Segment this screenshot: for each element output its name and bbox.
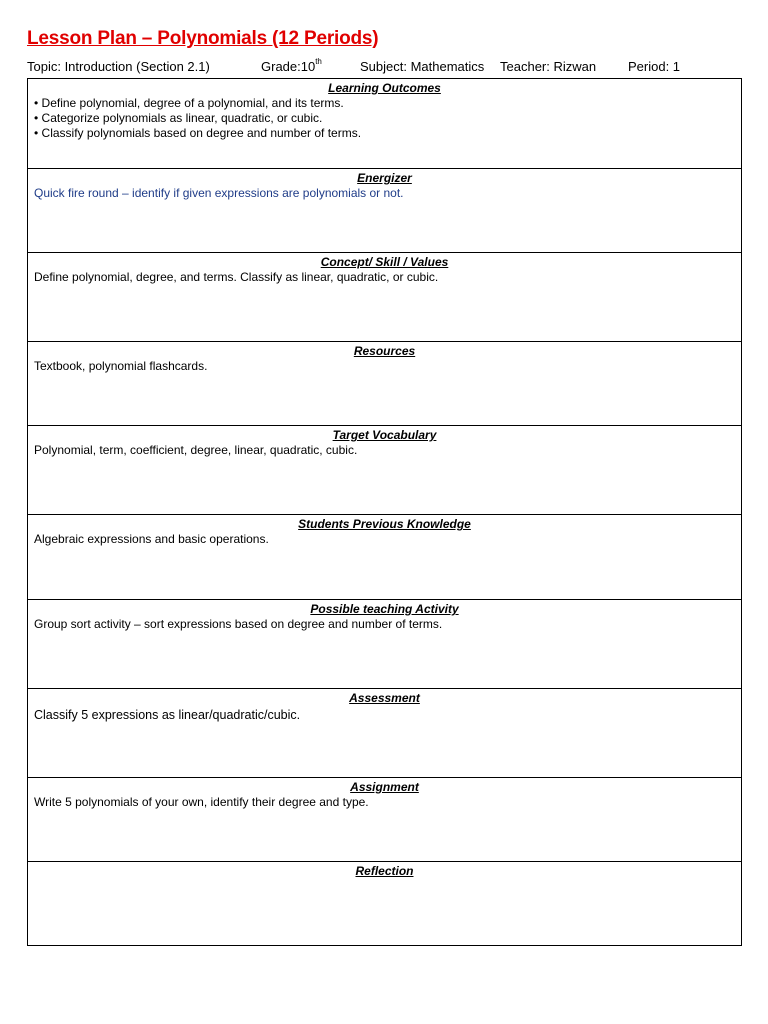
outcome-item: • Categorize polynomials as linear, quadratic, or cubic.	[34, 111, 323, 125]
section-concept-skill-values	[28, 253, 741, 342]
subject-label: Subject: Mathematics	[360, 59, 485, 74]
outcome-item: • Classify polynomials based on degree and number of terms.	[34, 126, 362, 140]
topic-label: Topic: Introduction (Section 2.1)	[27, 59, 210, 74]
section-body: Polynomial, term, coefficient, degree, linear, quadratic, cubic.	[34, 443, 358, 457]
lesson-plan-table	[27, 78, 742, 946]
section-previous-knowledge	[28, 515, 741, 600]
section-target-vocabulary	[28, 426, 741, 515]
page-title: Lesson Plan – Polynomials (12 Periods)	[27, 28, 379, 49]
section-learning-outcomes	[28, 79, 741, 169]
section-body: Write 5 polynomials of your own, identify their degree and type.	[34, 795, 369, 809]
section-body	[28, 96, 741, 141]
grade-suffix: th	[315, 57, 322, 66]
section-heading: Learning Outcomes	[328, 81, 441, 95]
section-energizer	[28, 169, 741, 253]
section-body: Classify 5 expressions as linear/quadratic/cubic.	[34, 708, 301, 722]
section-heading: Target Vocabulary	[332, 428, 437, 442]
section-body: Quick fire round – identify if given expressions are polynomials or not.	[34, 186, 404, 200]
section-teaching-activity	[28, 600, 741, 689]
section-heading: Energizer	[357, 171, 412, 185]
grade-label	[261, 59, 322, 74]
section-heading: Assessment	[349, 691, 420, 705]
lesson-meta-row	[27, 59, 742, 77]
section-body: Algebraic expressions and basic operations.	[34, 532, 269, 546]
section-heading: Concept/ Skill / Values	[320, 255, 449, 269]
section-heading: Students Previous Knowledge	[298, 517, 471, 531]
grade-value: Grade:10	[261, 59, 316, 74]
section-assignment	[28, 778, 741, 862]
section-heading: Resources	[353, 344, 416, 358]
section-body: Textbook, polynomial flashcards.	[34, 359, 208, 373]
teacher-label: Teacher: Rizwan	[500, 59, 597, 74]
period-label: Period: 1	[628, 59, 681, 74]
section-body: Group sort activity – sort expressions based on degree and number of terms.	[34, 617, 443, 631]
section-reflection	[28, 862, 741, 945]
section-body: Define polynomial, degree, and terms. Classify as linear, quadratic, or cubic.	[34, 270, 439, 284]
section-heading: Possible teaching Activity	[310, 602, 459, 616]
section-resources	[28, 342, 741, 426]
outcome-item: • Define polynomial, degree of a polynomial, and its terms.	[34, 96, 344, 110]
section-heading: Assignment	[350, 780, 419, 794]
section-assessment	[28, 689, 741, 778]
section-heading: Reflection	[355, 864, 414, 878]
